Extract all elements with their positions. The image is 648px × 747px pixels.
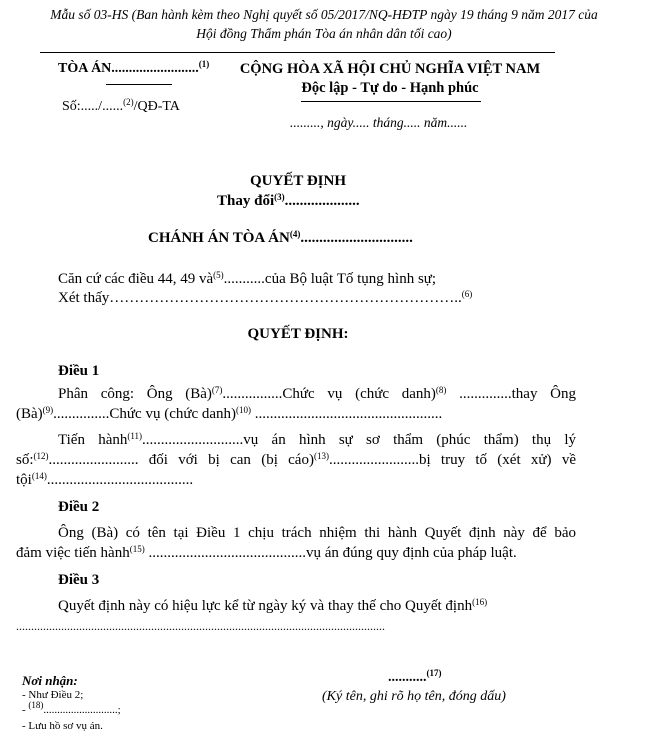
authority-heading: CHÁNH ÁN TÒA ÁN$^{(4)}$.............................. (148, 229, 413, 246)
article1-line4: số:$^{(12)}$........................ đối với bị can (bị cáo)$^{(13)}$........................bị truy tố (xét xử) về (16, 451, 576, 468)
nation-motto: Độc lập - Tự do - Hạnh phúc (301, 80, 479, 96)
article3-heading: Điều 3 (58, 572, 100, 588)
article1-heading: Điều 1 (58, 363, 100, 379)
article1-line2: (Bà)$^{(9)}$...............Chức vụ (chức danh)$^{(10)}$ .................................................. (16, 405, 443, 422)
article3-line2: ........................................................................................................................... (16, 619, 385, 633)
article2-heading: Điều 2 (58, 499, 100, 515)
basis-line1: Căn cứ các điều 44, 49 $và^{(5)}...........của$ Bộ luật Tố tụng hình sự; (58, 270, 437, 287)
article1-line5: tội$^{(14)}$....................................... (16, 471, 194, 488)
court-name: TÒA ÁN.........................$^{(1)}$ (58, 59, 210, 76)
nation-title: CỘNG HÒA XÃ HỘI CHỦ NGHĨA VIỆT NAM (239, 61, 541, 77)
article1-line3: Tiến hành$^{(11)}$...........................vụ án hình sự sơ thẩm (phúc thẩm) thụ lý (58, 431, 577, 448)
decision-subtitle: Thay đổi$^{(3)}$.................... (217, 192, 360, 209)
recipients-label: Nơi nhận: (22, 673, 78, 688)
form-header-line2: Hội đồng Thẩm phán Tòa án nhân dân tối cao) (196, 26, 452, 41)
court-underline (106, 84, 172, 85)
recipient-item-1: - Như Điều 2; (22, 689, 84, 701)
article1-line1: Phân công: Ông (Bà)$^{(7)}$................Chức vụ (chức danh)$^{(8)}$ ..............thay Ông (58, 385, 576, 402)
decides-heading: QUYẾT ĐỊNH: (247, 326, 349, 342)
motto-underline (301, 101, 481, 102)
header-divider (40, 52, 555, 53)
article2-line2: đảm việc tiến hành$^{(15)}$ ..........................................vụ án đúng quy định của pháp luật. (16, 544, 517, 561)
article2-line1: Ông (Bà) có tên tại Điều 1 chịu trách nhiệm thi hành Quyết định này để bảo (58, 525, 576, 541)
recipient-item-2: - $^{(18)}$...........................; (22, 700, 121, 716)
date-line: ........., ngày..... tháng..... năm...... (290, 115, 468, 130)
recipient-item-3: - Lưu hồ sơ vụ án. (22, 720, 103, 732)
signature-dots: ...........$^{(17)}$ (388, 668, 442, 685)
signature-caption: (Ký tên, ghi rõ họ tên, đóng dấu) (322, 689, 506, 704)
basis-line2: Xét thấy……………………………………………………………..$^{(6)}$ (58, 289, 473, 306)
form-header-line1: Mẫu số 03-HS (Ban hành kèm theo Nghị quyết số 05/2017/NQ-HĐTP ngày 19 tháng 9 năm 2017 của (50, 7, 598, 22)
decision-number: Số:...../......$^{(2)}$/QĐ-TA (62, 97, 180, 114)
article3-line1: Quyết định này có hiệu lực kể từ ngày ký và thay thế cho Quyết định$^{(16)}$ (58, 597, 488, 614)
decision-title: QUYẾT ĐỊNH (250, 173, 346, 189)
